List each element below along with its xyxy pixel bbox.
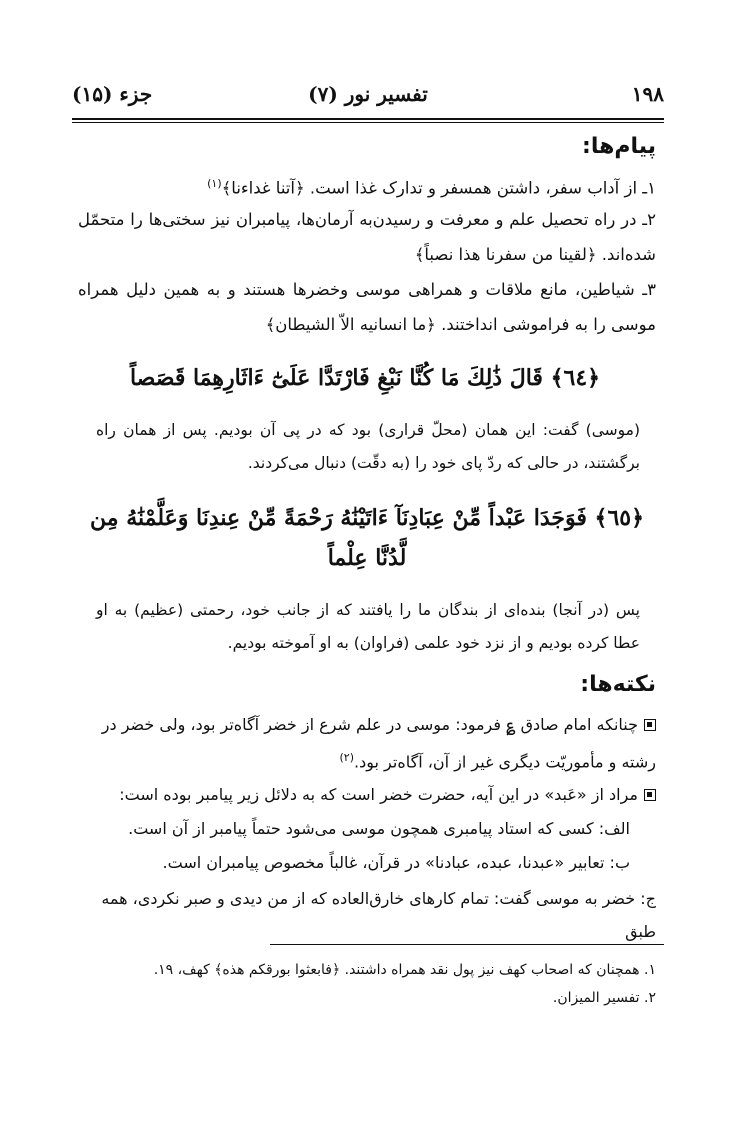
- message-text: ۱ـ از آداب سفر، داشتن همسفر و تدارک غذا است. ﴿آتنا غداءنا﴾: [221, 178, 656, 198]
- running-header: [72, 82, 664, 112]
- verse-64-translation: (موسی) گفت: این همان (محلّ قراری) بود که در پی آن بودیم. پس از همان راه برگشتند، در حالی که ردّ پای خود را (به دقّت) دنبال می‌کردند.: [96, 421, 640, 472]
- point-item: [78, 778, 656, 811]
- points-heading: نکته‌ها:: [580, 672, 656, 697]
- verse-65-translation: پس (در آنجا) بنده‌ای از بندگان ما را یافتند که از جانب خود، رحمتی (عظیم) به او عطا کرده بودیم و از نزد خود علمی (فراوان) به او آموخته بودیم.: [96, 601, 640, 652]
- juz-label: جزء (۱۵): [72, 82, 153, 106]
- message-item: [78, 202, 656, 272]
- message-item: [78, 166, 656, 206]
- verse-64-arabic: ﴿٦٤﴾ قَالَ ذَٰلِكَ مَا كُنَّا نَبْغِ فَارْتَدَّا عَلَىٰٓ ءَاثَارِهِمَا قَصَصاً: [129, 365, 601, 391]
- square-bullet-icon: [644, 719, 656, 731]
- sub-item: الف: کسی که استاد پیامبری همچون موسی می‌شود حتماً پیامبر از آن است.: [128, 819, 630, 838]
- footnote: ۱. همچنان که اصحاب کهف نیز پول نقد همراه داشتند. ﴿فابعثوا بورقکم هذه﴾ کهف، ۱۹.: [153, 962, 656, 978]
- message-item: [78, 272, 656, 342]
- point-text: مراد از «عَبد» در این آیه، حضرت خضر است که به دلائل زیر پیامبر بوده است:: [119, 785, 638, 804]
- message-text: ۲ـ در راه تحصیل علم و معرفت و رسیدن‌به آرمان‌ها، پیامبران نیز سختی‌ها را متحمّل شده‌اند. ﴿لقینا من سفرنا هذا نصباً﴾: [78, 210, 656, 264]
- footnote-ref: (۱): [207, 177, 222, 190]
- book-title: تفسیر نور (۷): [308, 82, 428, 106]
- header-rule-thin: [72, 122, 664, 123]
- messages-heading: پیام‌ها:: [582, 134, 656, 159]
- page-number: ۱۹۸: [631, 82, 664, 106]
- sub-item: ب: تعابیر «عبدنا، عبده، عبادنا» در قرآن، غالباً مخصوص پیامبران است.: [162, 853, 630, 872]
- footnote-ref: (۲): [339, 751, 355, 764]
- verse-65-arabic: ﴿٦٥﴾ فَوَجَدَا عَبْداً مِّنْ عِبَادِنَآ ءَاتَيْنَٰهُ رَحْمَةً مِّنْ عِندِنَا وَعَلَّمْنَٰهُ مِن لَّدُنَّا عِلْماً: [90, 505, 644, 571]
- footnote-rule: [270, 944, 664, 945]
- sub-item: ج: خضر به موسی گفت: تمام کارهای خارق‌العاده که از من دیدی و صبر نکردی، همه طبق: [101, 889, 656, 941]
- message-text: ۳ـ شیاطین، مانع ملاقات و همراهی موسی وخضرها هستند و به همین دلیل همراه موسی را به فراموشی انداختند. ﴿ما انسانیه الاّ الشیطان﴾: [78, 280, 656, 334]
- footnote: ۲. تفسیر المیزان.: [552, 990, 656, 1006]
- point-text: چنانکه امام صادق ؏ فرمود: موسی در علم شرع از خضر آگاه‌تر بود، ولی خضر در رشته و مأموریّت دیگری غیر از آن، آگاه‌تر بود.: [101, 715, 656, 772]
- point-item: [78, 708, 656, 778]
- square-bullet-icon: [644, 789, 656, 801]
- header-rule-thick: [72, 118, 664, 120]
